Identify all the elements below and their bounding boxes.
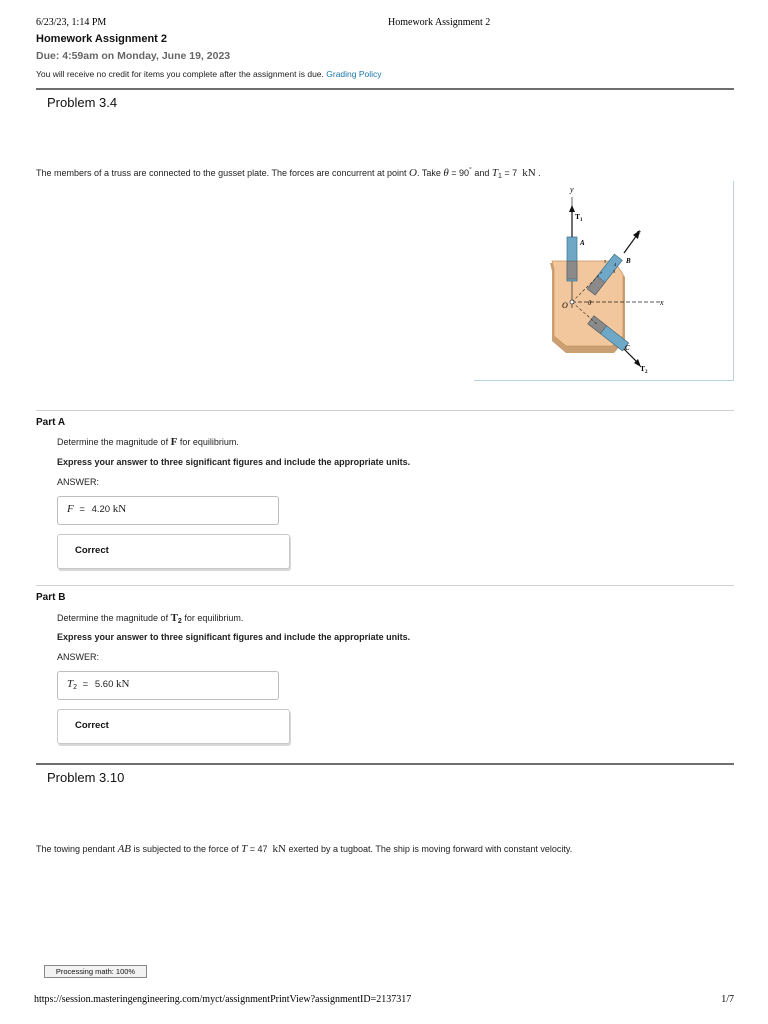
statement-text: . Take [417, 168, 444, 178]
math-theta: θ [443, 167, 449, 179]
question-text: Determine the magnitude of [57, 613, 171, 623]
problem-title: Problem 3.10 [47, 770, 125, 785]
label-theta: θ [588, 299, 592, 307]
t-unit: kN [272, 843, 286, 855]
label-t1-sub: 1 [580, 218, 583, 223]
math-t2: T [170, 612, 178, 624]
answer-symbol-sub: 2 [73, 684, 78, 691]
label-y: y [570, 185, 574, 194]
label-t2 [640, 364, 648, 375]
part-a-result: Correct [57, 534, 290, 569]
divider [36, 410, 734, 411]
statement-text: and [471, 168, 492, 178]
part-b-answer-field[interactable] [57, 671, 279, 700]
answer-symbol: T [67, 678, 74, 690]
print-datetime: 6/23/23, 1:14 PM [36, 17, 107, 28]
statement-text: is subjected to the force of [131, 844, 242, 854]
point-o [570, 300, 574, 304]
statement-text: exerted by a tugboat. The ship is moving forward with constant velocity. [285, 844, 573, 854]
question-text: for equilibrium. [181, 613, 244, 623]
answer-equals: = [79, 504, 85, 515]
print-header [36, 17, 734, 31]
print-url: https://session.masteringengineering.com/myct/assignmentPrintView?assignmentID=2137317 [34, 994, 412, 1005]
divider [36, 585, 734, 586]
label-c: C [625, 344, 630, 352]
problem-statement [36, 167, 541, 180]
label-ratio-4: 4 [614, 262, 617, 267]
answer-value: 5.60 [94, 679, 114, 690]
math-point-o: O [409, 167, 417, 179]
divider [36, 88, 734, 90]
credit-note [36, 69, 382, 79]
label-o: O [562, 301, 568, 310]
label-f: F [637, 230, 641, 237]
grading-policy-link[interactable]: Grading Policy [326, 69, 382, 79]
part-a-answer-field[interactable] [57, 496, 279, 525]
processing-math-status: Processing math: 100% [44, 965, 147, 978]
part-b-instruction: Express your answer to three significant figures and include the appropriate units. [57, 632, 411, 642]
member-a-bolts [567, 261, 577, 279]
due-date: Due: 4:59am on Monday, June 19, 2023 [36, 50, 231, 62]
degree-symbol: ° [469, 167, 472, 174]
math-t: T [241, 843, 248, 855]
statement-end: . [538, 168, 541, 178]
t1-value: = 7 [501, 168, 518, 178]
answer-equals: = [82, 679, 89, 690]
truss-figure [474, 181, 734, 381]
math-t1: T [491, 167, 499, 179]
statement-text: The towing pendant [36, 844, 118, 854]
part-a-question [57, 436, 239, 448]
part-b-answer-label: ANSWER: [57, 652, 100, 662]
theta-value: = 90 [448, 168, 470, 178]
assignment-title: Homework Assignment 2 [36, 33, 168, 45]
label-ratio-3: 3 [613, 269, 616, 274]
t1-unit: kN [522, 167, 536, 179]
credit-note-text: You will receive no credit for items you complete after the assignment is due. [36, 69, 324, 79]
answer-value: 4.20 [91, 504, 111, 515]
part-a-answer-label: ANSWER: [57, 477, 100, 487]
part-a-label: Part A [36, 417, 66, 428]
label-t1-main: T [575, 212, 581, 221]
t-value: = 47 [247, 844, 268, 854]
label-b: B [626, 257, 631, 265]
print-footer [34, 994, 734, 1005]
label-t1 [575, 212, 583, 223]
math-t1-sub: 1 [498, 173, 502, 180]
label-t2-sub: 2 [645, 370, 648, 375]
part-a-instruction: Express your answer to three significant figures and include the appropriate units. [57, 457, 411, 467]
answer-symbol: F [67, 503, 74, 515]
print-doc-title: Homework Assignment 2 [388, 17, 491, 28]
math-f: F [170, 436, 178, 448]
problem-statement [36, 843, 572, 855]
page-number: 1/7 [721, 994, 734, 1005]
label-t2-main: T [640, 364, 646, 373]
answer-unit: kN [116, 678, 130, 690]
f-arrow [624, 235, 637, 253]
label-ratio-5: 5 [604, 259, 607, 264]
question-text: Determine the magnitude of [57, 437, 171, 447]
part-b-label: Part B [36, 592, 66, 603]
t1-arrowhead [569, 205, 575, 212]
label-a: A [580, 239, 585, 247]
answer-unit: kN [112, 503, 127, 515]
problem-title: Problem 3.4 [47, 95, 118, 110]
question-text: for equilibrium. [177, 437, 239, 447]
statement-text: The members of a truss are connected to the gusset plate. The forces are concurrent at point [36, 168, 410, 178]
divider [36, 763, 734, 765]
label-x: x [660, 298, 664, 307]
part-b-question [57, 612, 243, 625]
math-ab: AB [117, 843, 132, 855]
part-b-result: Correct [57, 709, 290, 744]
gusset-plate-diagram [474, 181, 734, 381]
math-t2-sub: 2 [177, 618, 182, 625]
